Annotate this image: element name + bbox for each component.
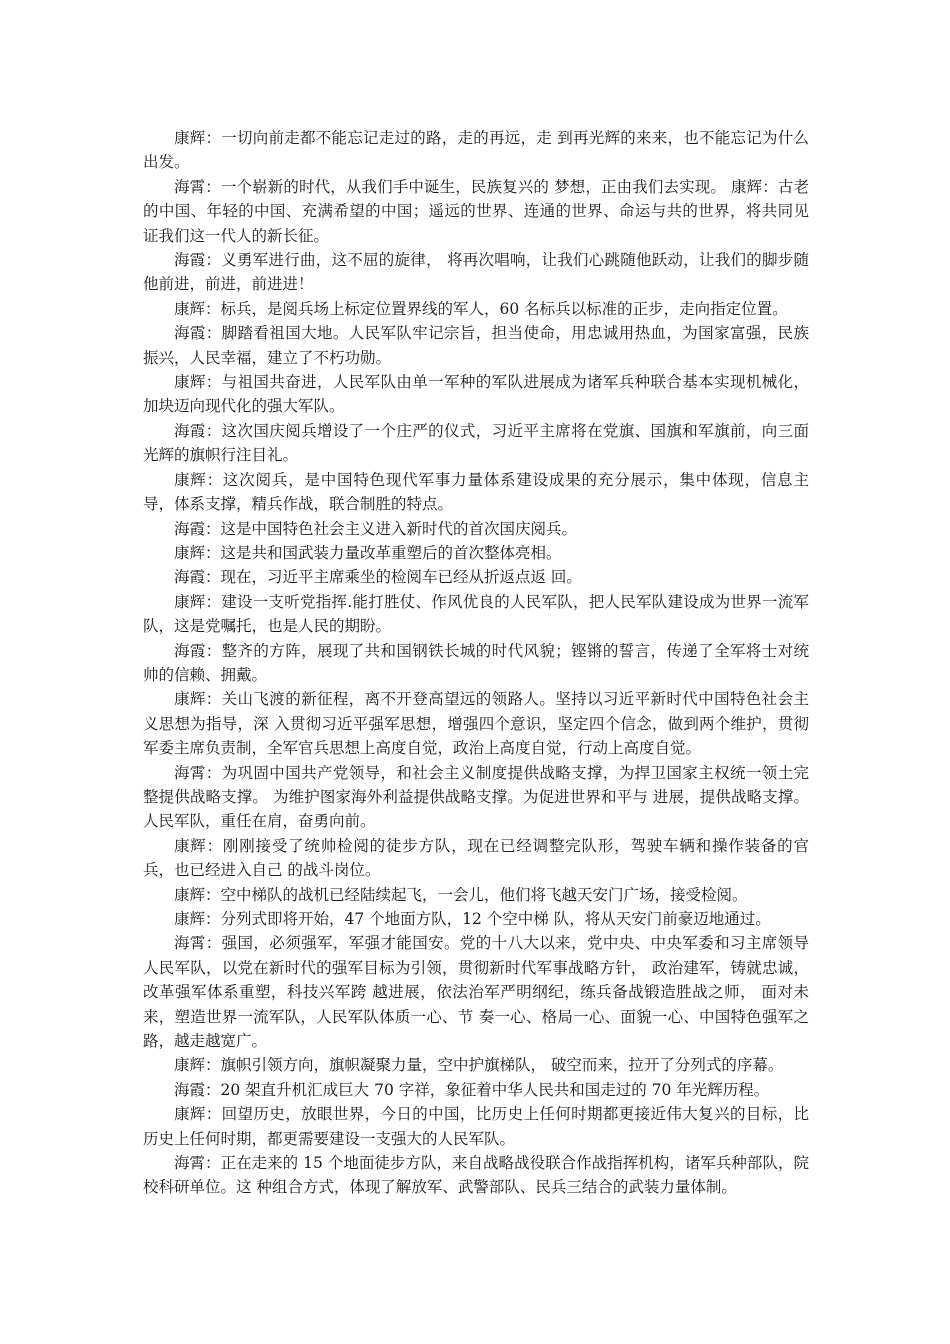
paragraph: 海霞：义勇军进行曲，这不屈的旋律， 将再次唱响，让我们心跳随他跃动，让我们的脚步随他前进，前进，前进进！ bbox=[143, 251, 809, 294]
paragraph: 康辉：分列式即将开始，47 个地面方队，12 个空中梯 队，将从天安门前豪迈地通过。 bbox=[174, 910, 771, 928]
paragraph: 海霄：一个崭新的时代，从我们手中诞生，民族复兴的 梦想，正由我们去实现。 康辉：古老的中国、年轻的中国、充满希望的中国；遥远的世界、连通的世界、命运与共的世界，将共同见证我们这一代人的新长征。 bbox=[143, 177, 809, 245]
paragraph: 海霄：强国，必须强军，军强才能国安。党的十八大以来，党中央、中央军委和习主席领导人民军队，以党在新时代的强军目标为引领，贯彻新时代军事战略方针， 政治建军，铸就忠诚，改革强军体系重塑，科技兴军跨 越进展，依法治军严明纲纪，练兵备战锻造胜战之师， 面对未来，塑造世界一流军队，人民军队体质一心、节 奏一心、格局一心、面貌一心、中国特色强军之路，越走越宽广。 bbox=[143, 934, 809, 1051]
paragraph: 康辉：旗帜引领方向，旗帜凝聚力量，空中护旗梯队， 破空而来，拉开了分列式的序幕。 bbox=[174, 1056, 784, 1075]
paragraph: 海霞：20 架直升机汇成巨大 70 字祥，象征着中华人民共和国走过的 70 年光辉历程。 bbox=[174, 1080, 770, 1099]
paragraph: 康辉：这次阅兵，是中国特色现代军事力量体系建设成果的充分展示，集中体现，信息主导，体系支撑，精兵作战，联合制胜的特点。 bbox=[143, 470, 809, 514]
paragraph: 海霞：这次国庆阅兵增设了一个庄严的仪式，习近平主席将在党旗、国旗和军旗前，向三面光辉的旗帜行注目礼。 bbox=[143, 421, 809, 465]
paragraph: 海霄：正在走来的 15 个地面徒步方队，来自战略战役联合作战指挥机构，诸军兵种部队，院校科研单位。这 种组合方式，体现了解放军、武警部队、民兵三结合的武装力量体制。 bbox=[143, 1154, 809, 1197]
paragraph: 海霞：这是中国特色社会主义进入新时代的首次国庆阅兵。 bbox=[174, 519, 578, 538]
document-body bbox=[143, 126, 809, 1200]
paragraph: 康辉：空中梯队的战机已经陆续起飞，一会儿，他们将飞越天安门广场，接受检阅。 bbox=[174, 885, 748, 904]
paragraph: 海霄：为巩固中国共产党领导，和社会主义制度提供战略支撑，为捍卫国家主权统一领土完整提供战略支撑。 为维护图家海外利益提供战略支撑。为促进世界和平与 进展，提供战略支撑。人民军队，重任在肩，奋勇向前。 bbox=[143, 763, 809, 831]
paragraph: 康辉：标兵，是阅兵场上标定位置界线的军人，60 名标兵以标准的正步，走向指定位置。 bbox=[174, 299, 788, 318]
paragraph: 海霞：整齐的方阵，展现了共和国钢铁长城的时代风貌；铿锵的誓言，传递了全军将士对统帅的信赖、拥戴。 bbox=[143, 641, 809, 684]
paragraph: 康辉：关山飞渡的新征程，离不开登高望远的领路人。坚持以习近平新时代中国特色社会主义思想为指导，深 入贯彻习近平强军思想，增强四个意识，坚定四个信念，做到两个维护，贯彻军委主席负责制，全军官兵思想上高度自觉，政治上高度自觉，行动上高度自觉。 bbox=[143, 690, 809, 758]
paragraph: 海霞：脚踏看祖国大地。人民军队牢记宗旨，担当使命，用忠诚用热血，为国家富强，民族振兴，人民幸福，建立了不朽功勋。 bbox=[143, 324, 809, 367]
paragraph: 康辉：建设一支听党指挥.能打胜仗、作风优良的人民军队，把人民军队建设成为世界一流军队，这是党嘱托，也是人民的期盼。 bbox=[143, 592, 809, 636]
paragraph: 康辉：这是共和国武装力量改革重塑后的首次整体亮相。 bbox=[174, 543, 562, 562]
paragraph: 康辉：刚刚接受了统帅检阅的徒步方队，现在已经调整完队形，驾驶车辆和操作装备的官兵，也已经进入自己 的战斗岗位。 bbox=[143, 836, 809, 880]
paragraph: 康辉：与祖国共奋进，人民军队由单一军种的军队进展成为诸军兵种联合基本实现机械化，加块迈向现代化的强大军队。 bbox=[143, 373, 809, 416]
paragraph: 康辉：一切向前走都不能忘记走过的路，走的再远，走 到再光辉的来来，也不能忘记为什么出发。 bbox=[143, 129, 809, 172]
paragraph: 海霞：现在，习近平主席乘坐的检阅车已经从折返点返 回。 bbox=[174, 568, 582, 587]
paragraph: 康辉：回望历史，放眼世界，今日的中国，比历史上任何时期都更接近伟大复兴的目标，比历史上任何时期，都更需要建设一支强大的人民军队。 bbox=[143, 1105, 809, 1148]
